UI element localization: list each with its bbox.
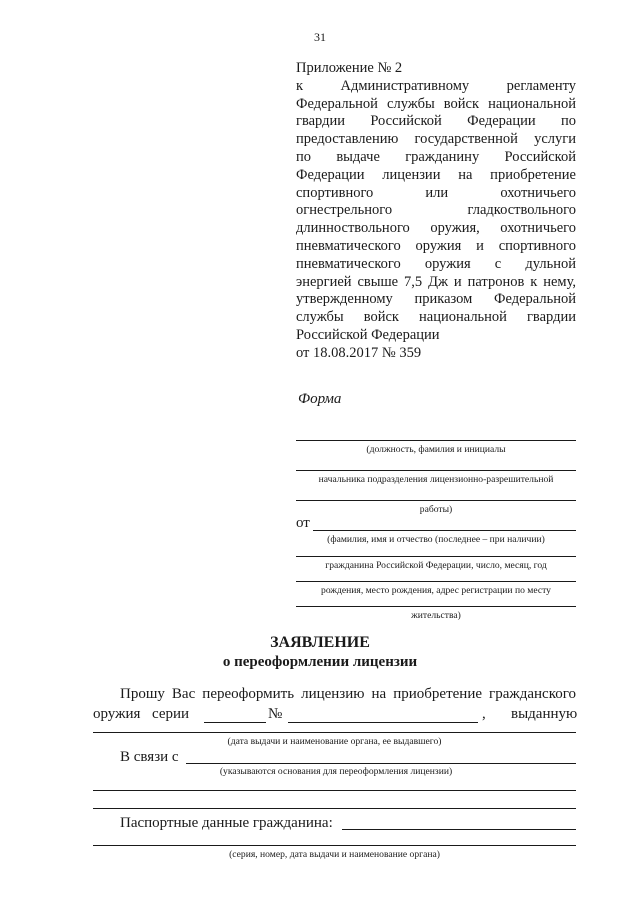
applicant-caption-2: гражданина Российской Федерации, число, месяц, год: [325, 560, 547, 571]
appendix-word: Российской: [504, 148, 576, 165]
document-subtitle: о переоформлении лицензии: [222, 654, 418, 670]
appendix-line: пневматического оружия и спортивного: [296, 237, 576, 254]
appendix-line: [296, 185, 576, 203]
appendix-lines: [296, 78, 576, 327]
appendix-word: гладкоствольного: [467, 202, 576, 219]
appendix-line: [296, 309, 576, 327]
reason-field[interactable]: [186, 763, 576, 764]
addressee-name-field[interactable]: [296, 470, 576, 471]
appendix-word: огнестрельного: [296, 202, 393, 219]
appendix-word: охотничьего: [500, 184, 576, 201]
appendix-word: гвардии: [296, 113, 345, 130]
appendix-line: предоставлению государственной услуги: [296, 131, 576, 148]
appendix-line: утвержденному приказом Федеральной: [296, 291, 576, 308]
appendix-word: регламенту: [506, 77, 576, 94]
appendix-word: гвардии: [526, 309, 576, 326]
appendix-word: по: [560, 113, 576, 130]
appendix-line: [296, 113, 576, 131]
appendix-word: национальной: [419, 309, 507, 326]
appendix-word: пневматического: [296, 255, 401, 272]
appendix-word: Административному: [340, 77, 470, 94]
applicant-name-field[interactable]: [313, 530, 576, 531]
appendix-date-number: от 18.08.2017 № 359: [296, 344, 422, 361]
appendix-line: Федеральной службы войск национальной: [296, 95, 576, 112]
appendix-word: с: [494, 255, 502, 272]
addressee-position-field[interactable]: [296, 440, 576, 441]
appendix-word: к: [296, 77, 304, 94]
appendix-line: энергией свыше 7,5 Дж и патронов к нему,: [296, 273, 576, 290]
page-number: 31: [314, 30, 326, 44]
issue-info-caption: (дата выдачи и наименование органа, ее выдавшего): [227, 736, 442, 747]
appendix-word: дульной: [525, 255, 576, 272]
appendix-word: выдаче: [336, 148, 380, 165]
applicant-caption-1: (фамилия, имя и отчество (последнее – при наличии): [327, 534, 545, 545]
request-line-1: Прошу Вас переоформить лицензию на приобретение гражданского: [120, 686, 576, 702]
appendix-word: Федерации: [467, 113, 536, 130]
applicant-details-field-2[interactable]: [296, 581, 576, 582]
appendix-word: по: [296, 148, 312, 165]
word-oruzhiya: оружия: [93, 706, 141, 722]
appendix-heading: Приложение № 2: [296, 60, 403, 76]
word-vydannuyu: выданную: [511, 706, 578, 722]
license-series-field[interactable]: [204, 722, 266, 723]
applicant-details-field-3[interactable]: [296, 606, 576, 607]
v-svyazi-label: В связи с: [120, 749, 179, 765]
license-number-field[interactable]: [288, 722, 478, 723]
appendix-line: [296, 202, 576, 220]
addressee-dept-field[interactable]: [296, 500, 576, 501]
appendix-block: [296, 60, 576, 363]
word-serii: серии: [152, 706, 190, 722]
form-label: Форма: [298, 391, 342, 407]
appendix-word: оружия: [424, 255, 471, 272]
appendix-word: спортивного: [296, 184, 374, 201]
appendix-line: [296, 78, 576, 96]
appendix-word: или: [425, 184, 449, 201]
appendix-word: службы: [296, 309, 344, 326]
applicant-caption-3: рождения, место рождения, адрес регистрации по месту: [321, 585, 551, 596]
addressee-caption-3: работы): [419, 504, 453, 515]
appendix-word: войск: [363, 309, 399, 326]
applicant-caption-4: жительства): [411, 610, 461, 621]
appendix-line: [296, 149, 576, 167]
addressee-caption-1: (должность, фамилия и инициалы: [366, 444, 506, 455]
reason-caption: (указываются основания для переоформления лицензии): [219, 766, 453, 777]
passport-caption: (серия, номер, дата выдачи и наименование органа): [229, 849, 440, 860]
reason-field-line-3[interactable]: [93, 808, 576, 809]
appendix-line: Федерации лицензии на приобретение: [296, 166, 576, 183]
comma: ,: [482, 706, 486, 722]
applicant-details-field-1[interactable]: [296, 556, 576, 557]
document-title: ЗАЯВЛЕНИЕ: [270, 634, 370, 651]
appendix-word: гражданину: [405, 148, 480, 165]
appendix-line: длинноствольного оружия, охотничьего: [296, 220, 576, 237]
number-sign: №: [268, 706, 283, 722]
from-label: от: [296, 515, 310, 531]
passport-field[interactable]: [342, 829, 576, 830]
issue-info-field[interactable]: [93, 732, 576, 733]
addressee-caption-2: начальника подразделения лицензионно-разрешительной: [318, 474, 554, 485]
passport-label: Паспортные данные гражданина:: [120, 815, 333, 831]
appendix-word: Российской: [370, 113, 442, 130]
appendix-line: [296, 256, 576, 274]
reason-field-line-2[interactable]: [93, 790, 576, 791]
appendix-line-last-1: Российской Федерации: [296, 326, 440, 343]
passport-field-line-2[interactable]: [93, 845, 576, 846]
